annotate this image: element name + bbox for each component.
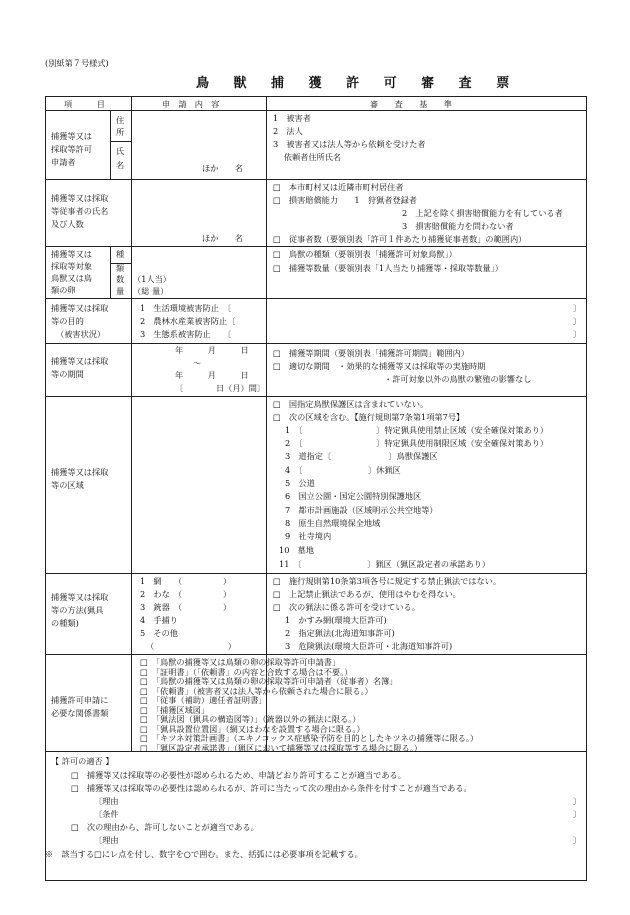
document-checkbox[interactable]: □ 「従事（補助）適任者証明書」 — [140, 695, 267, 705]
criteria-item: 1 被害者 — [273, 113, 311, 123]
address-label: 住 — [116, 115, 125, 125]
purpose-label-line: 等の目的 — [51, 316, 84, 326]
footnote: ※ 該当する□にレ点を付し、数字を○で囲む。また、括弧には必要事項を記載する。 — [45, 849, 363, 859]
checkbox-item[interactable]: □ 損害賠償能力 1 狩猟者登録者 — [273, 195, 417, 205]
bracket-close: 〕 — [573, 316, 582, 326]
approval-option[interactable]: □ 捕獲等又は採取等の必要性は認められるが、許可に当たって次の理由から条件を付すことが適当である。 — [71, 783, 472, 793]
page-title: 鳥 獣 捕 獲 許 可 審 査 票 — [196, 76, 520, 91]
approval-option[interactable]: □ 次の理由から、許可しないことが適当である。 — [71, 822, 259, 832]
checkbox-item[interactable]: □ 本市町村又は近隣市町村居住者 — [273, 182, 404, 192]
workers-label-line: 等従事者の氏名 — [51, 206, 109, 216]
area-option[interactable]: 8 原生自然環境保全地域 — [285, 518, 381, 528]
method-permit-option[interactable]: 3 危険猟法(環境大臣許可・北海道知事許可) — [285, 641, 453, 651]
approval-heading: 【 許可の適否 】 — [51, 756, 114, 766]
species-label: 種 — [116, 249, 125, 259]
area-option[interactable]: 9 社寺境内 — [285, 531, 332, 541]
bracket-close: 〕 — [573, 809, 582, 819]
period-days[interactable]: 〔 日（月）間〕 — [175, 383, 266, 393]
header-criteria: 審 査 基 準 — [370, 99, 452, 109]
criteria-sub-item: 3 損害賠償能力を問わない者 — [402, 221, 514, 231]
target-label-line: 類の卵 — [51, 285, 76, 295]
purpose-option[interactable]: 3 生態系被害防止 〔 — [140, 329, 232, 339]
document-checkbox[interactable]: □ 「鳥獣の捕獲等又は鳥類の卵の採取等許可申請者（従事者）名簿」 — [140, 676, 398, 686]
area-option[interactable]: 6 国立公園・国定公園特別保護地区 — [285, 491, 422, 501]
checkbox-item[interactable]: □ 捕獲等期間（要領別表「捕獲許可期間」範囲内） — [273, 348, 470, 358]
name-label: 氏 — [116, 146, 125, 156]
document-checkbox[interactable]: □ 「キツネ対策計画書」（エキノコックス症感染予防を目的としたキツネの捕獲等に限る。） — [140, 733, 479, 743]
period-start-date[interactable]: 年 月 日 — [175, 345, 249, 355]
target-label-line: 採取等対象 — [51, 261, 92, 271]
form-number: (別紙第７号様式) — [45, 58, 109, 68]
area-option[interactable]: 11 〔 〕猟区（猟区設定者の承諾あり） — [279, 559, 491, 569]
method-option[interactable]: 1 網 （ ） — [140, 576, 232, 586]
checkbox-item[interactable]: □ 国指定鳥獣保護区は含まれていない。 — [273, 399, 429, 409]
approval-condition-field[interactable]: 〔条件 — [94, 809, 119, 819]
header-application: 申 請 内 容 — [162, 99, 220, 109]
document-checkbox[interactable]: □ 「証明書」（「依頼書」の内容と合致する場合は不要。） — [140, 666, 353, 677]
checkbox-item[interactable]: □ 次の区域を含む。【施行規則第7条第1項第7号】 — [273, 412, 465, 422]
method-option[interactable]: 3 銃器 （ ） — [140, 602, 232, 612]
period-label-line: 等の期間 — [51, 369, 84, 379]
purpose-option[interactable]: 1 生活環境被害防止 〔 — [140, 303, 232, 313]
period-label-line: 捕獲等又は採取 — [51, 356, 109, 366]
purpose-option[interactable]: 2 農林水産業被害防止〔 — [140, 316, 236, 326]
total-label: （総 量） — [133, 286, 169, 296]
area-option[interactable]: 10 墓地 — [279, 545, 314, 555]
area-option[interactable]: 7 都市計画施設（区域明示公共空地等） — [285, 505, 438, 515]
criteria-sub-item: ・許可対象以外の鳥獣の繁殖の影響なし — [384, 374, 532, 384]
area-option[interactable]: 1 〔 〕特定猟具使用禁止区域（安全確保対策あり） — [285, 425, 549, 435]
applicant-label-line: 申請者 — [51, 157, 76, 167]
species-label: 類 — [116, 263, 125, 273]
approval-reason-field[interactable]: 〔理由 — [94, 796, 119, 806]
method-option[interactable]: 4 手捕り — [140, 615, 178, 625]
address-label: 所 — [116, 127, 125, 137]
area-option[interactable]: 2 〔 〕特定猟具使用制限区域（安全確保対策あり） — [285, 438, 549, 448]
purpose-label-line: （被害状況） — [56, 329, 106, 339]
bracket-close: 〕 — [573, 796, 582, 806]
applicant-label-line: 捕獲等又は — [51, 131, 92, 141]
document-checkbox[interactable]: □ 「猟具設置位置図」（網又はわなを設置する場合に限る。） — [140, 723, 365, 734]
per-person-label: （1人当） — [133, 274, 171, 284]
period-tilde: 〜 — [193, 358, 202, 368]
header-item: 項 目 — [64, 99, 105, 109]
area-label-line: 捕獲等又は採取 — [51, 467, 109, 477]
document-checkbox[interactable]: □ 「捕獲区域図」 — [140, 704, 210, 715]
method-label-line: 等の方法(猟具 — [51, 605, 104, 615]
checkbox-item[interactable]: □ 従事者数（要領別表「許可１件あたり捕獲従事者数」の範囲内） — [273, 234, 527, 244]
target-label-line: 捕獲等又は — [51, 249, 92, 259]
criteria-item: 依頼者住所氏名 — [273, 152, 342, 162]
applicant-label-line: 採取等許可 — [51, 144, 92, 154]
checkbox-item[interactable]: □ 捕獲等数量（要領別表「1人当たり捕獲等・採取等数量」） — [273, 263, 503, 273]
approval-option[interactable]: □ 捕獲等又は採取等の必要性が認められるため、申請どおり許可することが適当である。 — [71, 770, 406, 780]
workers-label-line: 捕獲等又は採取 — [51, 193, 109, 203]
criteria-item: 3 被害者又は法人等から依頼を受けた者 — [273, 139, 426, 149]
checkbox-item[interactable]: □ 鳥獣の種類（要領別表「捕獲許可対象鳥獣」） — [273, 249, 457, 259]
criteria-item: 2 法人 — [273, 126, 303, 136]
documents-label-line: 必要な関係書類 — [51, 708, 109, 718]
checkbox-item[interactable]: □ 次の猟法に係る許可を受けている。 — [273, 602, 420, 612]
method-option[interactable]: 5 その他 — [140, 628, 178, 638]
method-label-line: 捕獲等又は採取 — [51, 592, 109, 602]
document-checkbox[interactable]: □ 「鳥獣の捕獲等又は鳥類の卵の採取等許可申請書」 — [140, 657, 341, 667]
count-label: 量 — [116, 286, 125, 296]
method-permit-option[interactable]: 1 かすみ網(環境大臣許可) — [285, 615, 387, 625]
document-checkbox[interactable]: □ 「依頼書」（被害者又は法人等から依頼された場合に限る。） — [140, 685, 373, 696]
workers-label-line: 及び人数 — [51, 219, 84, 229]
checkbox-item[interactable]: □ 適切な期間 ・効果的な捕獲等又は採取等の実施時期 — [273, 361, 486, 371]
area-option[interactable]: 5 公道 — [285, 478, 315, 488]
method-option[interactable]: 2 わな （ ） — [140, 589, 232, 599]
bracket-close: 〕 — [573, 303, 582, 313]
name-label: 名 — [116, 160, 125, 170]
purpose-label-line: 捕獲等又は採取 — [51, 303, 109, 313]
method-permit-option[interactable]: 2 指定猟法(北海道知事許可) — [285, 628, 395, 638]
target-label-line: 鳥獣又は鳥 — [51, 273, 92, 283]
checkbox-item[interactable]: □ 施行規則第10条第3項各号に規定する禁止猟法ではない。 — [273, 576, 502, 586]
bracket-close: 〕 — [573, 835, 582, 845]
count-label: 数 — [116, 274, 125, 284]
method-label-line: の種類) — [51, 618, 79, 628]
checkbox-item[interactable]: □ 上記禁止猟法であるが、使用はやむを得ない。 — [273, 589, 461, 599]
criteria-sub-item: 2 上記を除く損害賠償能力を有している者 — [402, 208, 563, 218]
others-count-field[interactable]: ほか 名 — [202, 163, 243, 173]
document-checkbox[interactable]: □ 「猟区設定者承諾書」（猟区において捕獲等又は採取等する場合に限る。） — [140, 742, 422, 753]
documents-label-line: 捕獲許可申請に — [51, 695, 109, 705]
approval-reason-field[interactable]: 〔理由 — [94, 835, 119, 845]
area-label-line: 等の区域 — [51, 480, 84, 490]
method-other-field[interactable]: （ ） — [146, 641, 237, 651]
others-count-field[interactable]: ほか 名 — [202, 233, 243, 243]
area-option[interactable]: 4 〔 〕休猟区 — [285, 465, 401, 475]
bracket-close: 〕 — [573, 329, 582, 339]
area-option[interactable]: 3 道指定〔 〕鳥獣保護区 — [285, 451, 438, 461]
document-checkbox[interactable]: □ 「猟法図（猟具の構造図等）」（銃器以外の猟法に限る。） — [140, 714, 361, 724]
period-end-date[interactable]: 年 月 日 — [175, 370, 249, 380]
